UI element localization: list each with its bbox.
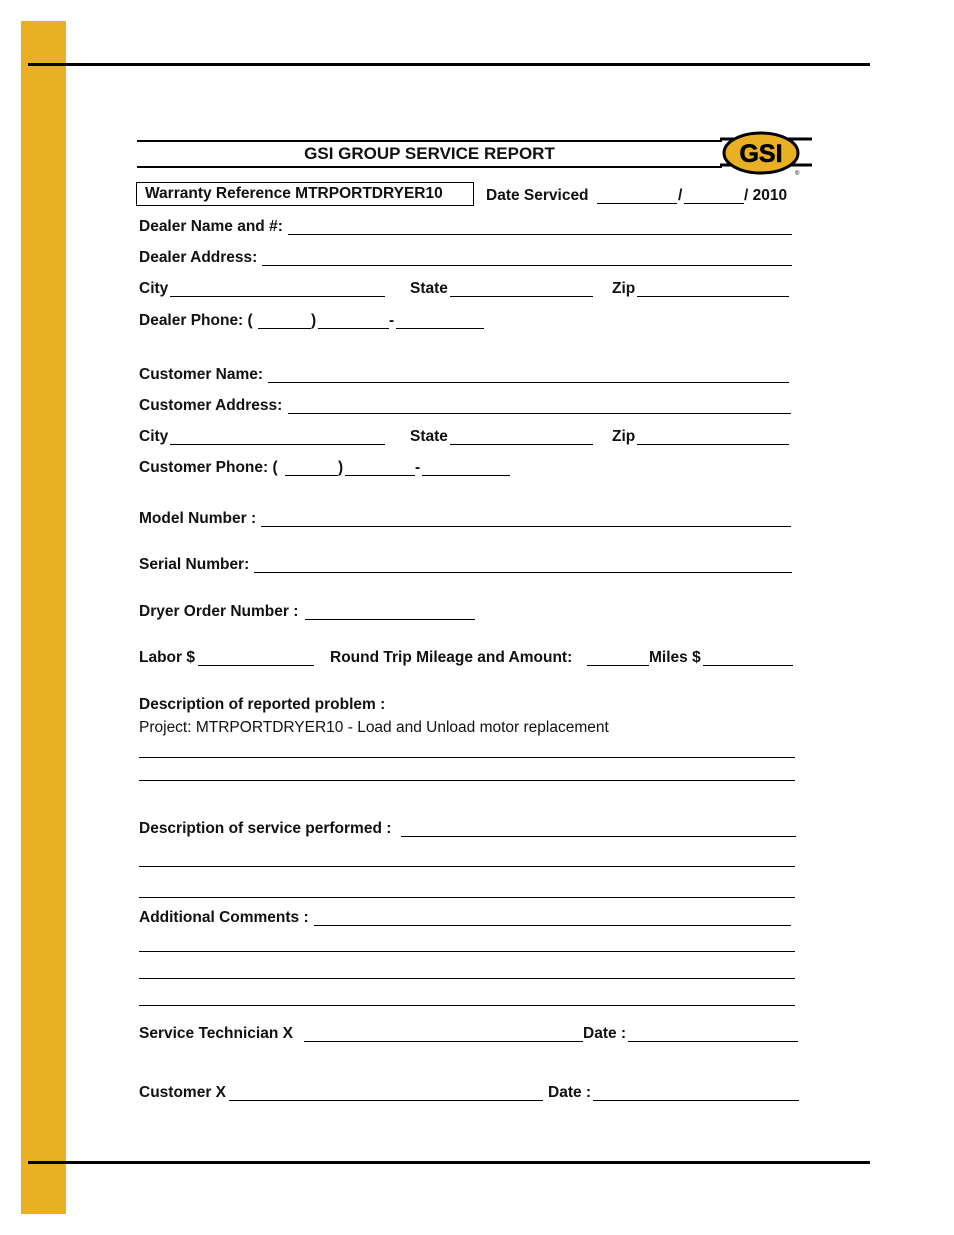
customer-phone-dash: - (415, 459, 421, 476)
date-year: / 2010 (744, 187, 788, 204)
dealer-state-field[interactable] (450, 296, 593, 297)
date-serviced-month-field[interactable] (597, 203, 677, 204)
customer-signature-label: Customer X (139, 1084, 226, 1101)
problem-line-2[interactable] (139, 780, 795, 781)
top-rule (28, 63, 870, 66)
date-slash: / (678, 187, 683, 204)
dealer-phone-area-field[interactable] (258, 328, 311, 329)
dryer-order-label: Dryer Order Number : (139, 603, 299, 620)
service-line-0[interactable] (401, 836, 796, 837)
dealer-phone-prefix-field[interactable] (318, 328, 389, 329)
comments-line-2[interactable] (139, 978, 795, 979)
gsi-logo (720, 131, 812, 177)
date-serviced-day-field[interactable] (684, 203, 744, 204)
serial-number-label: Serial Number: (139, 556, 250, 573)
customer-city-label: City (139, 428, 169, 445)
dealer-phone-label: Dealer Phone: ( (139, 312, 253, 329)
serial-number-field[interactable] (254, 572, 792, 573)
customer-name-field[interactable] (268, 382, 789, 383)
customer-city-field[interactable] (170, 444, 385, 445)
customer-phone-area-field[interactable] (285, 475, 338, 476)
customer-date-label: Date : (548, 1084, 592, 1101)
mileage-label: Round Trip Mileage and Amount: (330, 649, 573, 666)
svg-text:®: ® (795, 171, 800, 177)
dryer-order-field[interactable] (305, 619, 475, 620)
comments-line-0[interactable] (314, 925, 791, 926)
warranty-reference-box (136, 182, 474, 206)
warranty-reference: Warranty Reference MTRPORTDRYER10 (145, 185, 443, 202)
comments-label: Additional Comments : (139, 909, 309, 926)
dealer-phone-dash: - (389, 312, 395, 329)
customer-state-label: State (410, 428, 448, 445)
dealer-address-field[interactable] (262, 265, 792, 266)
customer-signature-field[interactable] (229, 1100, 543, 1101)
dealer-phone-line-field[interactable] (396, 328, 484, 329)
service-line-1[interactable] (139, 866, 795, 867)
customer-phone-line-field[interactable] (422, 475, 510, 476)
customer-address-label: Customer Address: (139, 397, 283, 414)
dealer-phone-close: ) (311, 312, 317, 329)
customer-date-field[interactable] (593, 1100, 799, 1101)
customer-phone-close: ) (338, 459, 344, 476)
technician-signature-field[interactable] (304, 1041, 583, 1042)
date-serviced-label: Date Serviced (486, 187, 589, 204)
report-title-bar (137, 140, 722, 168)
technician-signature-label: Service Technician X (139, 1025, 293, 1042)
customer-state-field[interactable] (450, 444, 593, 445)
labor-label: Labor $ (139, 649, 195, 666)
dealer-name-field[interactable] (288, 234, 792, 235)
technician-date-field[interactable] (628, 1041, 798, 1042)
customer-address-field[interactable] (288, 413, 791, 414)
model-number-field[interactable] (261, 526, 791, 527)
dealer-city-field[interactable] (170, 296, 385, 297)
dealer-name-label: Dealer Name and #: (139, 218, 283, 235)
problem-line-1[interactable] (139, 757, 795, 758)
customer-zip-field[interactable] (637, 444, 789, 445)
dealer-state-label: State (410, 280, 448, 297)
customer-phone-prefix-field[interactable] (345, 475, 415, 476)
model-number-label: Model Number : (139, 510, 257, 527)
customer-zip-label: Zip (612, 428, 636, 445)
svg-text:GSI: GSI (739, 140, 783, 168)
comments-line-1[interactable] (139, 951, 795, 952)
dealer-zip-field[interactable] (637, 296, 789, 297)
miles-amount-field[interactable] (703, 665, 793, 666)
mileage-field[interactable] (587, 665, 649, 666)
bottom-rule (28, 1161, 870, 1164)
problem-label: Description of reported problem : (139, 696, 386, 713)
service-line-2[interactable] (139, 897, 795, 898)
dealer-city-label: City (139, 280, 169, 297)
miles-amount-label: Miles $ (649, 649, 701, 666)
labor-field[interactable] (198, 665, 314, 666)
dealer-address-label: Dealer Address: (139, 249, 258, 266)
comments-line-3[interactable] (139, 1005, 795, 1006)
technician-date-label: Date : (583, 1025, 627, 1042)
customer-name-label: Customer Name: (139, 366, 264, 383)
service-label: Description of service performed : (139, 820, 392, 837)
report-title: GSI GROUP SERVICE REPORT (304, 144, 555, 163)
problem-text: Project: MTRPORTDRYER10 - Load and Unload motor replacement (139, 719, 609, 736)
customer-phone-label: Customer Phone: ( (139, 459, 278, 476)
side-accent-bar (21, 21, 66, 1214)
dealer-zip-label: Zip (612, 280, 636, 297)
